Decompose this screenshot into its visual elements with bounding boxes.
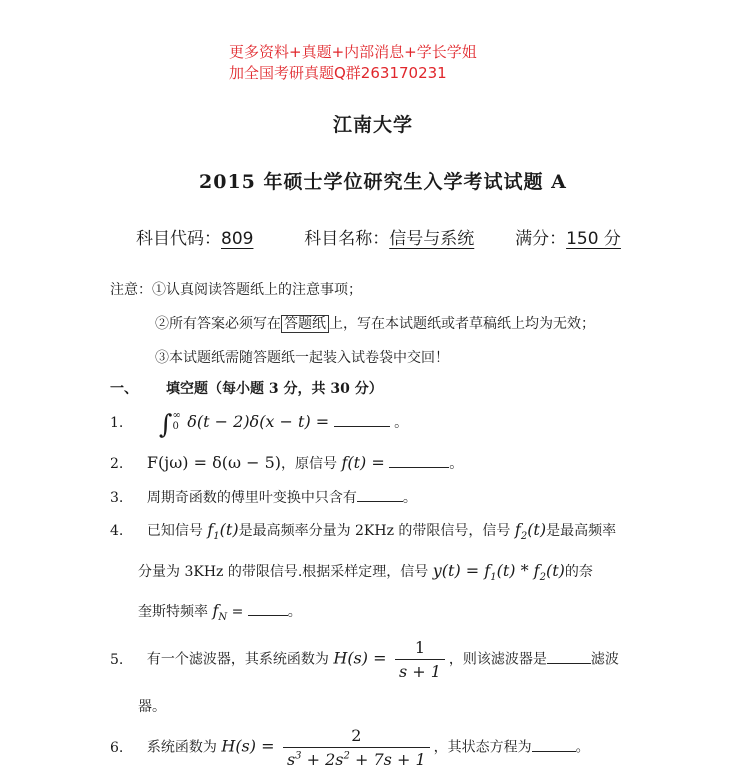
question-5-line-1: 5. 有一个滤波器，其系统函数为 H(s) = $\frac{1}{s + 1}$ ，则该滤波器是 滤波 [110, 638, 619, 681]
ad-line-1: 更多资料+真题+内部消息+学长学姐 [229, 43, 477, 61]
integral-sign: ∫ [158, 410, 173, 440]
school-name: 江南大学 [333, 114, 414, 136]
notes-item-3: ③本试题纸需随答题纸一起装入试卷袋中交回！ [155, 350, 449, 366]
subject-name: 信号与系统 [389, 229, 475, 249]
answer-blank [357, 501, 403, 502]
notes-label: 注意： [110, 282, 152, 298]
score-label: 满分： [515, 229, 567, 249]
subject-code-label: 科目代码： [136, 229, 221, 249]
question-4-line-3: 奎斯特频率 $f_N$ = 。 [138, 601, 302, 624]
answer-sheet-box: 答题纸 [281, 315, 329, 333]
answer-blank [389, 467, 449, 468]
exam-title: 2015 年硕士学位研究生入学考试试题 A [199, 171, 567, 193]
question-5-line-2: 器。 [138, 699, 166, 715]
transfer-fraction: $\frac{1}{s + 1}$ [395, 638, 445, 681]
question-4-line-2: 分量为 3KHz 的带限信号.根据采样定理，信号 $y(t) = f_1(t) * f_2(t)$的奈 [138, 561, 593, 584]
subject-line [136, 224, 621, 249]
notes-item-2: ②所有答案必须写在 答题纸 上，写在本试题纸或者草稿纸上均为无效； [155, 316, 595, 332]
score-value: 150 分 [566, 229, 621, 249]
answer-blank [248, 615, 288, 616]
subject-name-label: 科目名称： [304, 229, 390, 249]
section-title: 填空题（每小题 3 分，共 30 分） [166, 381, 383, 397]
question-4-line-1: 4. 已知信号 $f_1(t)$是最高频率分量为 2KHz 的带限信号，信号 $f_2(t)$是最高频率 [110, 520, 617, 543]
section-heading [110, 378, 383, 398]
subject-code: 809 [221, 229, 254, 249]
section-number: 一、 [110, 381, 138, 397]
answer-blank [547, 663, 591, 664]
question-6: 6. 系统函数为 H(s) = $\frac{2}{s^3 + 2s^2 + 7s + 1}$ ，其状态方程为 。 [110, 726, 590, 769]
question-1: 1. ∫∞ 0 δ(t − 2)δ(x − t) = 。 [110, 410, 409, 440]
question-2: 2. F(jω) = δ(ω − 5)，原信号 f(t) = 。 [110, 453, 464, 472]
notes-item-1: 注意：①认真阅读答题纸上的注意事项； [110, 282, 362, 298]
transfer-fraction: $\frac{2}{s^3 + 2s^2 + 7s + 1}$ [283, 726, 430, 769]
answer-blank [532, 751, 576, 752]
ad-line-2: 加全国考研真题Q群263170231 [229, 64, 447, 82]
answer-blank [334, 426, 390, 427]
question-3: 3. 周期奇函数的傅里叶变换中只含有 。 [110, 490, 417, 506]
